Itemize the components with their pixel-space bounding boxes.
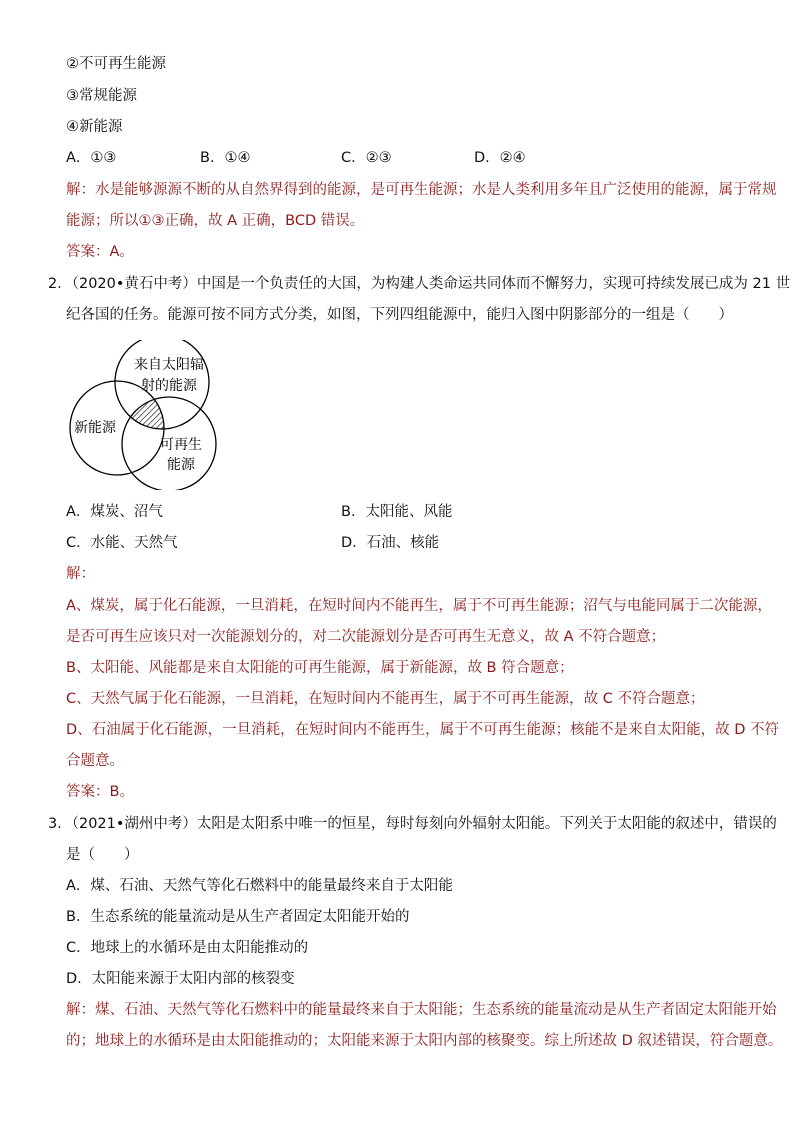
venn-label-top-1: 来自太阳辐 — [134, 357, 204, 373]
q2-stem-line-1: 2．（2020•黄石中考）中国是一个负责任的大国，为构建人类命运共同体而不懈努力，实现可持续发展已成为 21 世 — [48, 276, 791, 292]
venn-label-right-1: 可再生 — [160, 437, 202, 453]
q1-option-a: A．①③ — [66, 150, 117, 166]
q2-option-a: A．煤炭、沼气 — [66, 504, 163, 520]
q1-explanation-line-1: 解：水是能够源源不断的从自然界得到的能源，是可再生能源；水是人类利用多年且广泛使用的能源，属于常规 — [66, 182, 777, 198]
q2-stem-line-2: 纪各国的任务。能源可按不同方式分类，如图，下列四组能源中，能归入图中阴影部分的一组是（ ） — [66, 307, 733, 323]
q2-explanation-line-3: B、太阳能、风能都是来自太阳能的可再生能源，属于新能源，故 B 符合题意； — [66, 660, 574, 676]
q1-item-2: ②不可再生能源 — [66, 56, 166, 72]
q3-explanation-line-2: 的；地球上的水循环是由太阳能推动的；太阳能来源于太阳内部的核聚变。综上所述故 D 叙述错误，符合题意。 — [66, 1033, 783, 1049]
venn-diagram — [63, 340, 223, 490]
q2-explanation-head: 解： — [66, 566, 95, 582]
venn-label-top-2: 射的能源 — [141, 378, 197, 394]
q2-option-d: D．石油、核能 — [341, 535, 440, 551]
venn-label-left: 新能源 — [74, 420, 116, 436]
q1-answer: 答案：A。 — [66, 244, 134, 260]
q3-explanation-line-1: 解：煤、石油、天然气等化石燃料中的能量最终来自于太阳能；生态系统的能量流动是从生产者固定太阳能开始 — [66, 1002, 777, 1018]
q2-option-b: B．太阳能、风能 — [341, 504, 453, 520]
q1-item-3: ③常规能源 — [66, 88, 137, 104]
q3-option-a: A．煤、石油、天然气等化石燃料中的能量最终来自于太阳能 — [66, 878, 453, 894]
q2-explanation-line-4: C、天然气属于化石能源，一旦消耗，在短时间内不能再生，属于不可再生能源，故 C 不符合题意； — [66, 691, 705, 707]
q1-option-b: B．①④ — [200, 150, 251, 166]
q2-explanation-line-5: D、石油属于化石能源，一旦消耗，在短时间内不能再生，属于不可再生能源；核能不是来自太阳能，故 D 不符 — [66, 722, 780, 738]
venn-label-right-2: 能源 — [167, 457, 195, 473]
q3-option-b: B．生态系统的能量流动是从生产者固定太阳能开始的 — [66, 909, 410, 925]
q1-option-d: D．②④ — [474, 150, 526, 166]
q3-stem-line-1: 3．（2021•湖州中考）太阳是太阳系中唯一的恒星，每时每刻向外辐射太阳能。下列关于太阳能的叙述中，错误的 — [48, 816, 777, 832]
q3-stem-line-2: 是（ ） — [66, 847, 139, 863]
q2-explanation-line-2: 是否可再生应该只对一次能源划分的，对二次能源划分是否可再生无意义，故 A 不符合题意； — [66, 629, 666, 645]
q1-option-c: C．②③ — [341, 150, 392, 166]
q1-explanation-line-2: 能源；所以①③正确，故 A 正确，BCD 错误。 — [66, 213, 365, 229]
q3-option-d: D．太阳能来源于太阳内部的核裂变 — [66, 971, 295, 987]
q2-option-c: C．水能、天然气 — [66, 535, 178, 551]
q2-explanation-line-1: A、煤炭，属于化石能源，一旦消耗，在短时间内不能再生，属于不可再生能源；沼气与电能同属于二次能源， — [66, 598, 772, 614]
q2-answer: 答案：B。 — [66, 784, 134, 800]
q3-option-c: C．地球上的水循环是由太阳能推动的 — [66, 940, 309, 956]
q1-item-4: ④新能源 — [66, 119, 123, 135]
q2-explanation-line-6: 合题意。 — [66, 753, 124, 769]
